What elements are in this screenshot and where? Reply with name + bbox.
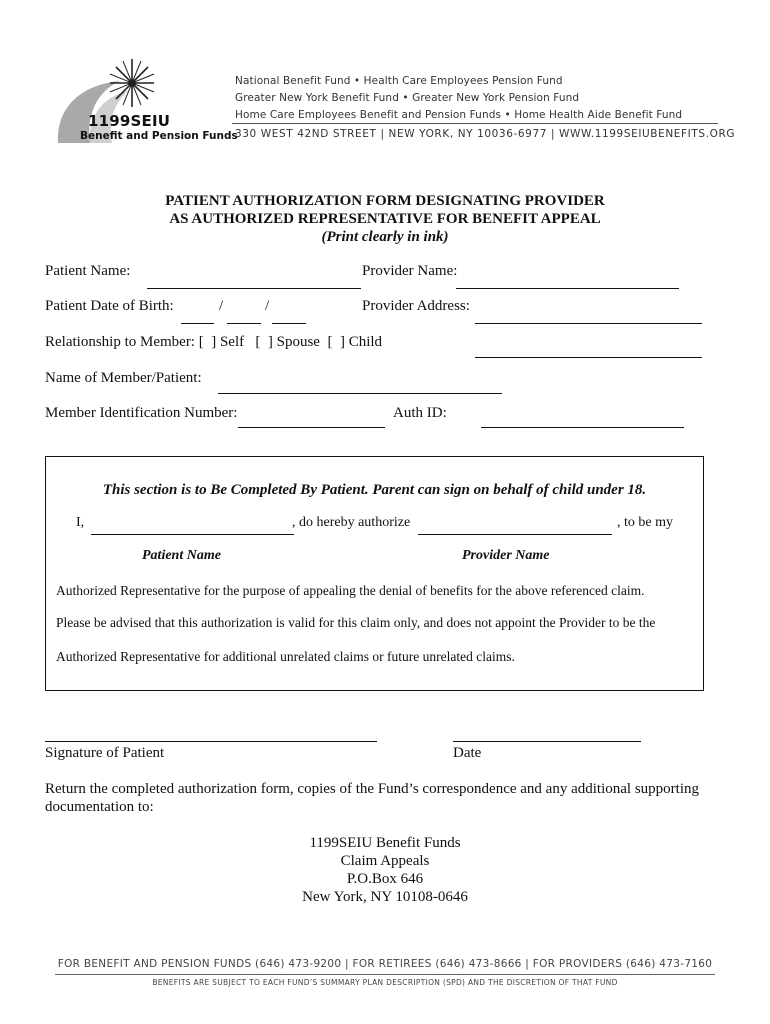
signature-label: Signature of Patient bbox=[45, 745, 165, 761]
footer-disclaimer: BENEFITS ARE SUBJECT TO EACH FUND’S SUMMARY PLAN DESCRIPTION (SPD) AND THE DISCRETION OF THAT FUND bbox=[152, 978, 618, 987]
member-id-field[interactable] bbox=[238, 427, 385, 428]
relationship-label[interactable]: Relationship to Member: [ ] Self [ ] Spouse [ ] Child bbox=[45, 334, 383, 350]
provider-name-field[interactable] bbox=[456, 288, 679, 289]
patient-dob-label: Patient Date of Birth: bbox=[45, 298, 174, 314]
hereby-authorize-text: , do hereby authorize bbox=[292, 515, 411, 530]
section-heading: This section is to Be Completed By Patient. Parent can sign on behalf of child under 18. bbox=[102, 482, 647, 498]
member-patient-name-field[interactable] bbox=[218, 393, 502, 394]
provider-address-label: Provider Address: bbox=[362, 298, 470, 314]
authorization-paragraph-2: Please be advised that this authorization is valid for this claim only, and does not appoint the Provider to be the bbox=[56, 615, 656, 630]
member-patient-name-label: Name of Member/Patient: bbox=[45, 370, 202, 386]
form-title-note: (Print clearly in ink) bbox=[321, 229, 449, 245]
funds-line-3: Home Care Employees Benefit and Pension Funds • Home Health Aide Benefit Fund bbox=[235, 109, 683, 121]
form-title-line-1: PATIENT AUTHORIZATION FORM DESIGNATING PROVIDER bbox=[165, 193, 605, 209]
funds-line-2: Greater New York Benefit Fund • Greater New York Pension Fund bbox=[235, 92, 580, 104]
return-instructions-line-2: documentation to: bbox=[45, 799, 154, 815]
address-line: 330 WEST 42ND STREET | NEW YORK, NY 10036-6977 | WWW.1199SEIUBENEFITS.ORG bbox=[235, 128, 736, 140]
authorization-paragraph-1: Authorized Representative for the purpose of appealing the denial of benefits for the above referenced claim. bbox=[56, 583, 645, 598]
provider-name-label: Provider Name: bbox=[362, 263, 458, 279]
provider-address-field-1[interactable] bbox=[475, 323, 702, 324]
auth-id-label: Auth ID: bbox=[393, 405, 447, 421]
provider-address-field-2[interactable] bbox=[475, 357, 702, 358]
authorize-i-label: I, bbox=[76, 515, 85, 530]
authorization-paragraph-3: Authorized Representative for additional unrelated claims or future unrelated claims. bbox=[56, 649, 515, 664]
patient-name-caption: Patient Name bbox=[142, 548, 221, 563]
address-line-2: Claim Appeals bbox=[340, 853, 430, 869]
dob-separator: / bbox=[219, 298, 224, 314]
mailing-address bbox=[0, 834, 770, 906]
dob-year-field[interactable] bbox=[272, 323, 306, 324]
dob-month-field[interactable] bbox=[181, 323, 214, 324]
dob-separator: / bbox=[265, 298, 270, 314]
footer-phones: FOR BENEFIT AND PENSION FUNDS (646) 473-9200 | FOR RETIREES (646) 473-8666 | FOR PROVIDERS (646) 473-7160 bbox=[57, 958, 713, 970]
header-divider bbox=[232, 123, 718, 124]
form-title-line-2: AS AUTHORIZED REPRESENTATIVE FOR BENEFIT APPEAL bbox=[169, 211, 601, 227]
provider-name-authorize-field[interactable] bbox=[418, 534, 612, 535]
authorization-section bbox=[45, 456, 704, 691]
to-be-my-text: , to be my bbox=[617, 515, 673, 530]
provider-name-caption: Provider Name bbox=[462, 548, 550, 563]
logo-subtitle: Benefit and Pension Funds bbox=[80, 130, 238, 142]
patient-name-field[interactable] bbox=[147, 288, 361, 289]
patient-name-label: Patient Name: bbox=[45, 263, 131, 279]
logo-name: 1199SEIU bbox=[88, 112, 171, 130]
member-id-label: Member Identification Number: bbox=[45, 405, 238, 421]
address-line-1: 1199SEIU Benefit Funds bbox=[309, 835, 461, 851]
auth-id-field[interactable] bbox=[481, 427, 684, 428]
patient-name-authorize-field[interactable] bbox=[91, 534, 294, 535]
signature-field[interactable] bbox=[45, 741, 377, 742]
dob-day-field[interactable] bbox=[227, 323, 261, 324]
date-field[interactable] bbox=[453, 741, 641, 742]
return-instructions-line-1: Return the completed authorization form, copies of the Fund’s correspondence and any additional supporting bbox=[45, 781, 699, 797]
date-label: Date bbox=[453, 745, 482, 761]
address-line-3: P.O.Box 646 bbox=[346, 871, 424, 887]
address-line-4: New York, NY 10108-0646 bbox=[302, 889, 468, 905]
footer-divider bbox=[55, 974, 715, 975]
funds-line-1: National Benefit Fund • Health Care Employees Pension Fund bbox=[235, 75, 563, 87]
